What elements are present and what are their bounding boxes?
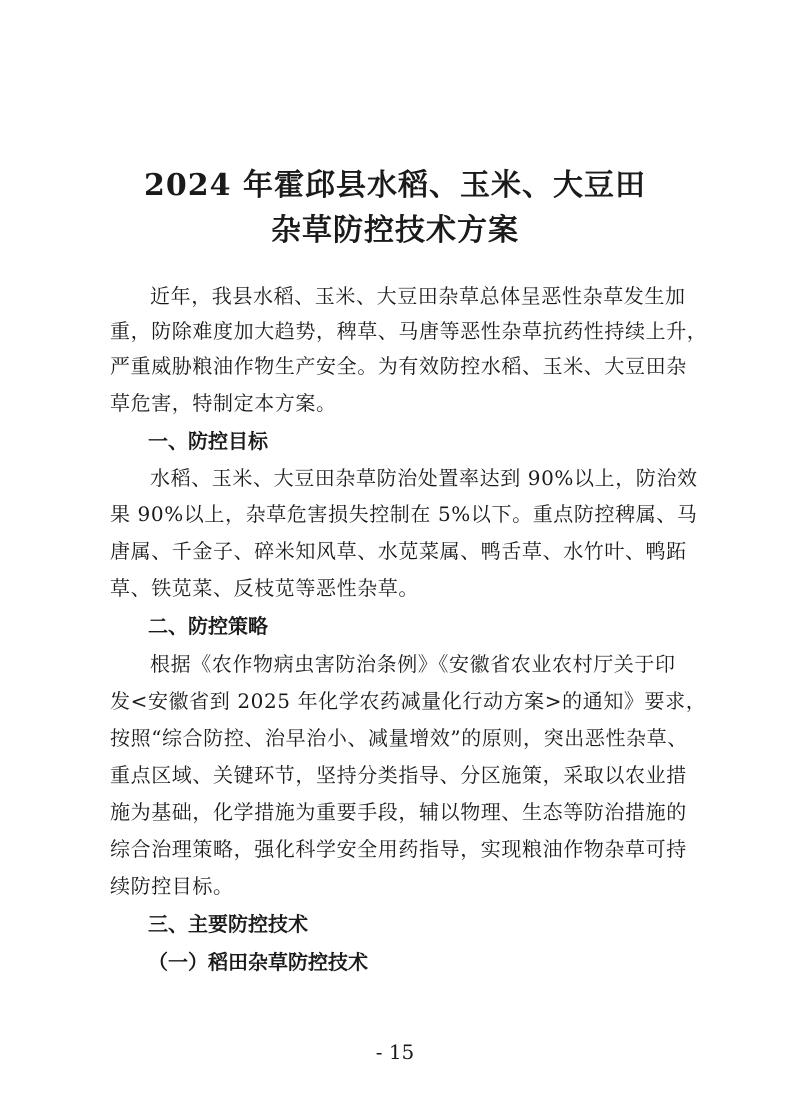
goals-line-2: 果 90%以上，杂草危害损失控制在 5%以下。重点防控稗属、马 — [110, 502, 698, 526]
document-title-line-2: 杂草防控技术方案 — [271, 213, 519, 248]
strategy-line-6: 综合治理策略，强化科学安全用药指导，实现粮油作物杂草可持 — [110, 837, 687, 861]
intro-line-2: 重，防除难度加大趋势，稗草、马唐等恶性杂草抗药性持续上升， — [110, 319, 708, 343]
section-heading-goals: 一、防控目标 — [148, 429, 268, 453]
strategy-line-3: 按照“综合防控、治早治小、减量增效”的原则，突出恶性杂草、 — [110, 726, 688, 750]
page-number: - 15 — [375, 1040, 415, 1064]
intro-line-1: 近年，我县水稻、玉米、大豆田杂草总体呈恶性杂草发生加 — [150, 284, 686, 308]
strategy-line-2: 发<安徽省到 2025 年化学农药减量化行动方案>的通知》要求， — [110, 689, 707, 713]
intro-line-4: 草危害，特制定本方案。 — [110, 391, 337, 415]
strategy-line-5: 施为基础，化学措施为重要手段，辅以物理、生态等防治措施的 — [110, 800, 687, 824]
goals-line-1: 水稻、玉米、大豆田杂草防治处置率达到 90%以上，防治效 — [150, 466, 698, 490]
section-heading-techniques: 三、主要防控技术 — [148, 912, 308, 936]
intro-line-3: 严重威胁粮油作物生产安全。为有效防控水稻、玉米、大豆田杂 — [110, 354, 687, 378]
strategy-line-7: 续防控目标。 — [110, 874, 234, 898]
section-heading-strategy: 二、防控策略 — [148, 614, 268, 638]
strategy-line-1: 根据《农作物病虫害防治条例》《安徽省农业农村厅关于印 — [150, 652, 676, 676]
document-title-line-1: 2024 年霍邱县水稻、玉米、大豆田 — [144, 168, 646, 203]
strategy-line-4: 重点区域、关键环节，坚持分类指导、分区施策，采取以农业措 — [110, 763, 687, 787]
subsection-heading-rice: （一）稻田杂草防控技术 — [148, 950, 368, 974]
goals-line-3: 唐属、千金子、碎米知风草、水苋菜属、鸭舌草、水竹叶、鸭跖 — [110, 539, 687, 563]
goals-line-4: 草、铁苋菜、反枝苋等恶性杂草。 — [110, 576, 419, 600]
